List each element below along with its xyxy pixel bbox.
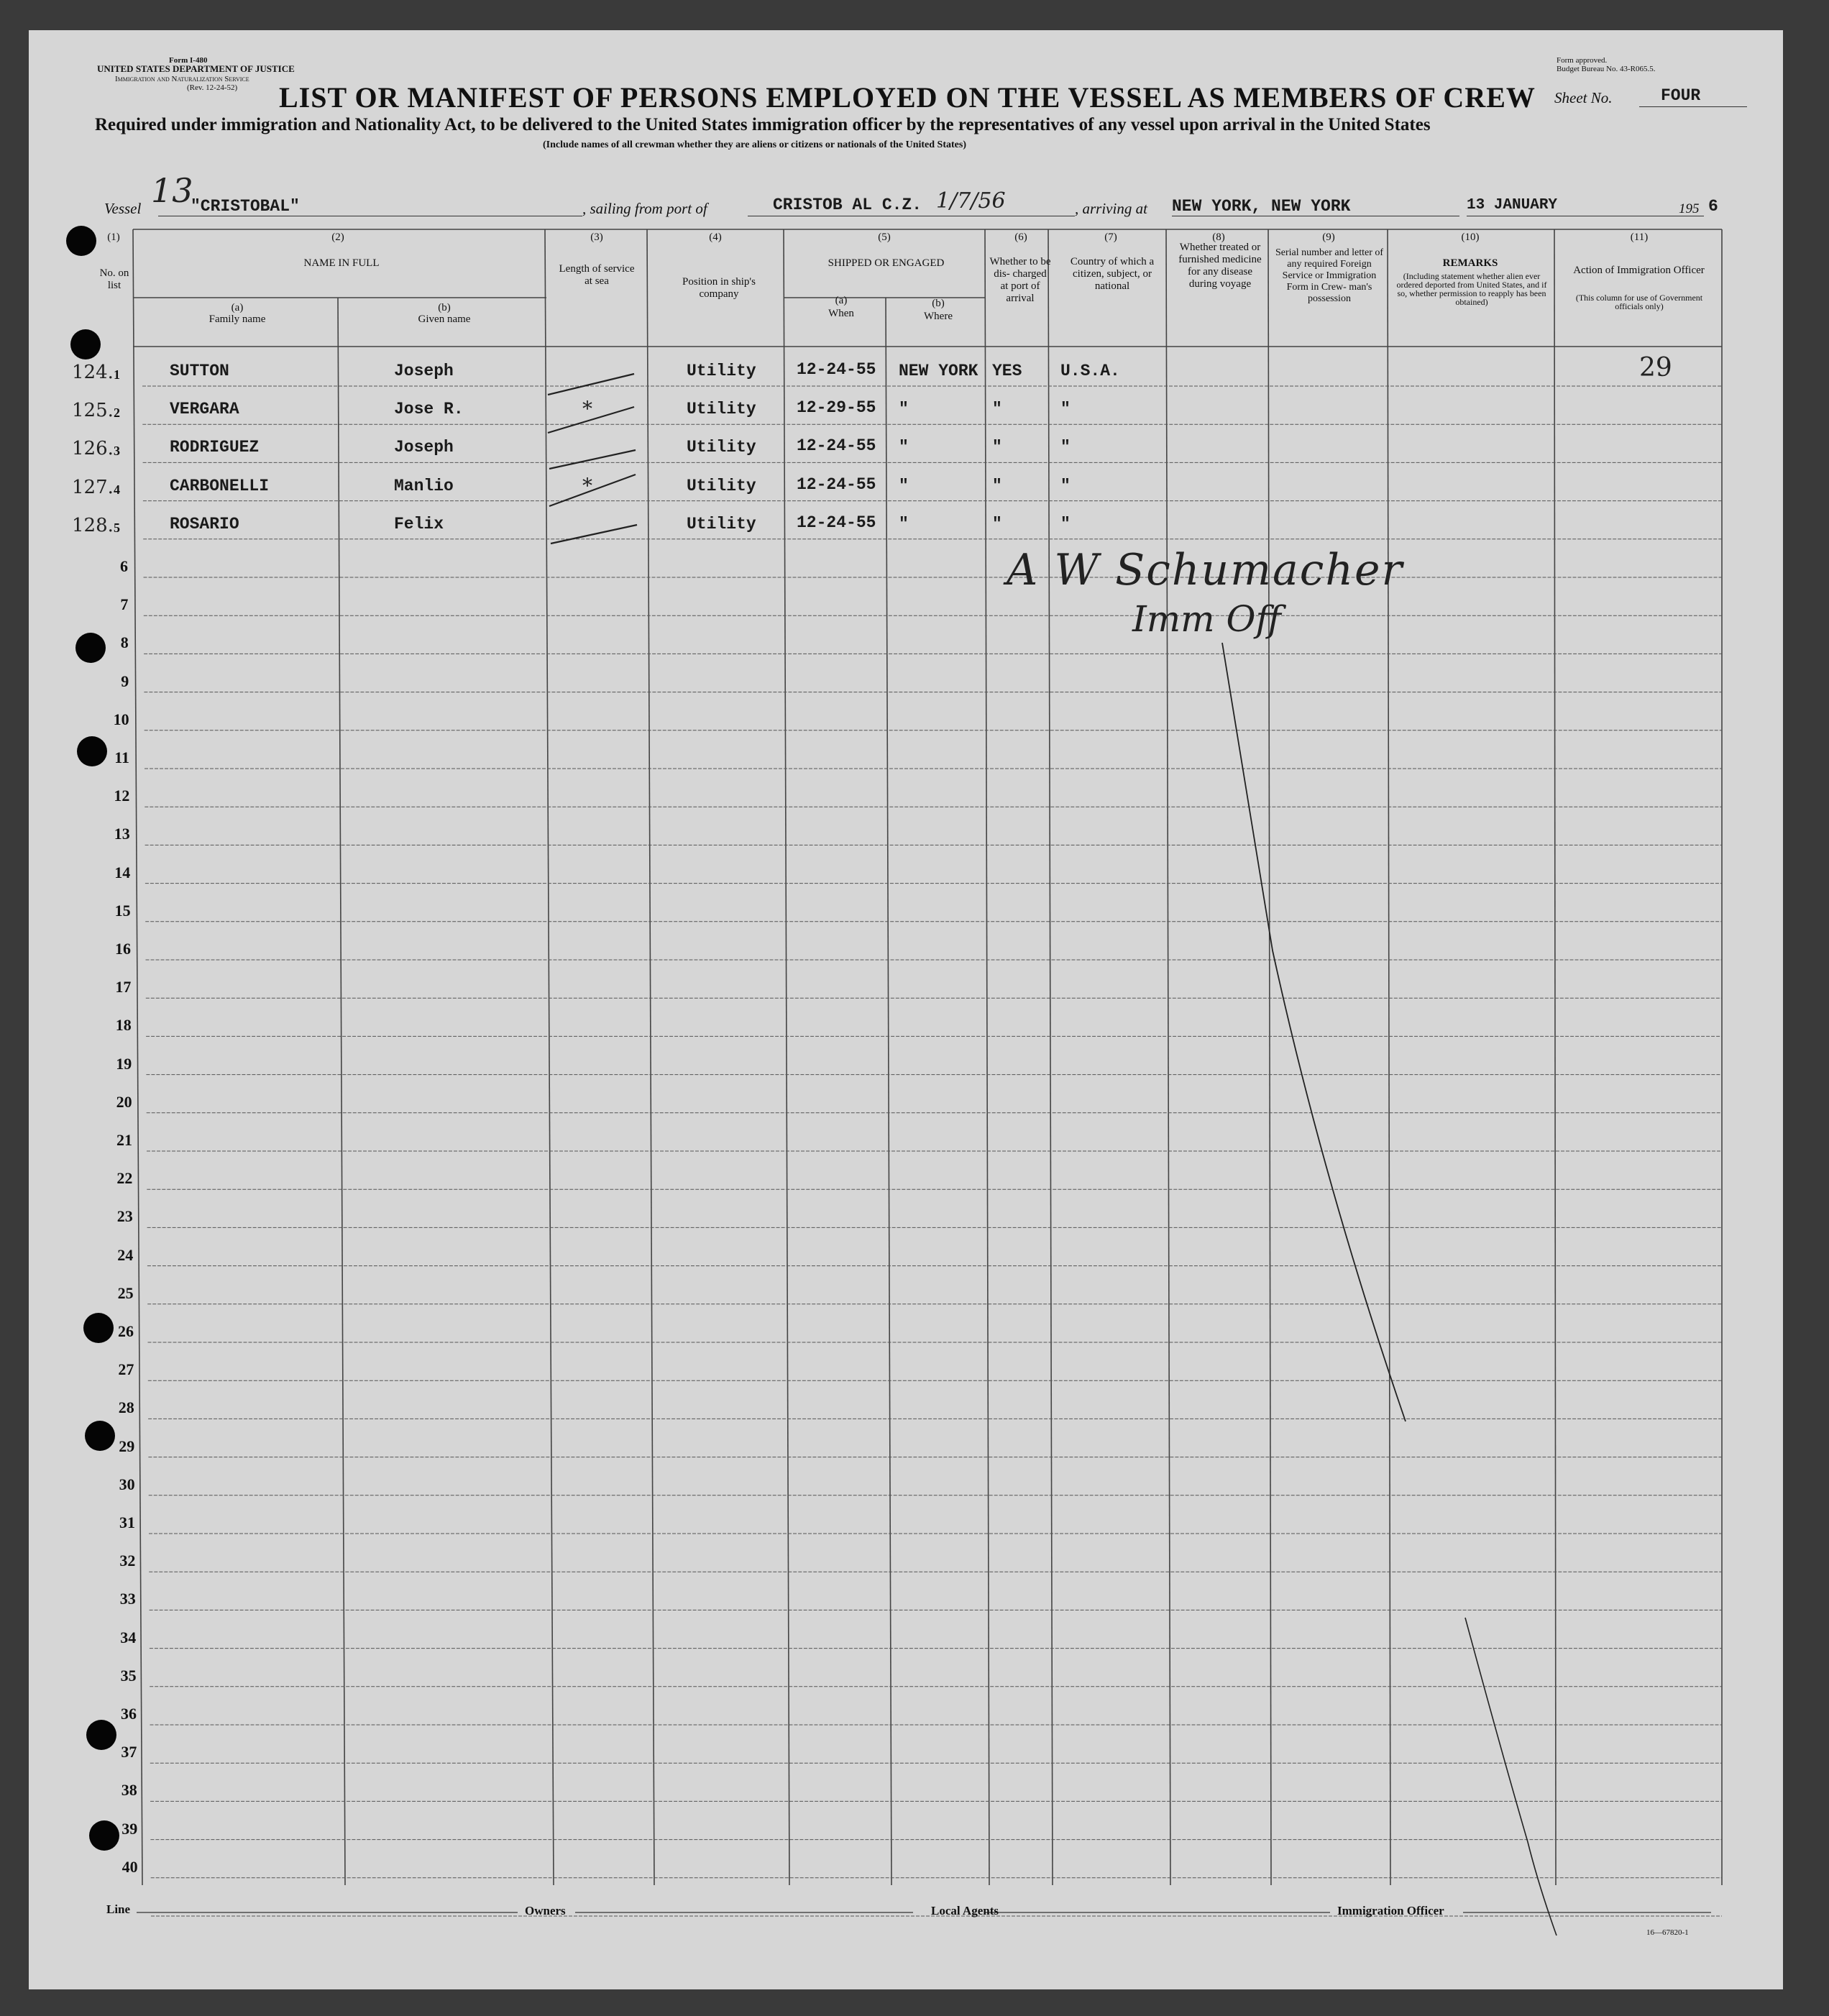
position-cell: Utility [687,438,756,457]
col-no-on-list: No. on list [99,267,129,291]
form-approved: Form approved. [1557,56,1608,65]
discharged-cell: " [992,514,1002,533]
sheet-label: Sheet No. [1554,89,1613,106]
col-given-tag: (b) [438,302,451,313]
line-number: 37 [121,1743,137,1761]
line-number: 6 [120,557,128,575]
action-cell: 29 [1639,353,1672,382]
when-cell: 12-24-55 [797,360,876,379]
line-number: 22 [116,1169,133,1188]
year-typed: 6 [1708,197,1718,216]
punch-hole [86,1720,116,1750]
row-line-number: 4 [114,482,120,497]
when-cell: 12-24-55 [797,475,876,494]
service: Immigration and Naturalization Service [115,75,249,83]
line-number: 21 [116,1131,132,1149]
col-11-number: (11) [1630,232,1649,243]
given-name-cell: Felix [394,514,444,533]
col-family-name: Family name [208,313,266,325]
col-serial: Serial number and letter of any required Foreign Service or Immigration Form in Crew- man's possession [1275,247,1384,304]
row-prefix: 126. [72,438,114,460]
row-prefix: 128. [72,514,114,536]
line-number: 28 [118,1398,134,1417]
line-number: 32 [119,1552,136,1570]
year-print: 195 [1679,201,1700,216]
col-9-number: (9) [1322,232,1335,243]
footer-officer: Immigration Officer [1337,1904,1444,1918]
col-3-number: (3) [590,232,603,243]
punch-hole [75,633,106,663]
given-name-cell: Jose R. [394,400,464,419]
officer-title: Imm Off [1132,598,1281,640]
row-line-number: 5 [114,520,120,535]
arrival-date: 13 JANUARY [1467,197,1558,214]
line-number: 23 [116,1207,133,1226]
discharged-cell: " [992,400,1002,419]
line-number: 14 [114,863,131,881]
line-number: 35 [120,1666,137,1685]
line-number: 25 [117,1283,134,1302]
line-number: 7 [120,595,129,614]
form-number: Form I-480 [169,56,208,65]
line-number: 31 [119,1513,135,1531]
line-number: 40 [122,1857,138,1876]
position-cell: Utility [687,400,756,419]
col-remarks: REMARKS [1442,257,1498,269]
row-prefix: 125. [72,400,114,422]
line-number: 10 [113,710,129,728]
department: UNITED STATES DEPARTMENT OF JUSTICE [97,63,295,74]
row-line-number: 1 [114,367,120,382]
line-number: 8 [120,633,129,652]
discharged-cell: YES [992,362,1022,380]
country-cell: " [1060,400,1071,419]
length-cell: * [582,473,592,498]
col-discharged: Whether to be dis- charged at port of arrival [989,256,1051,304]
position-cell: Utility [687,514,756,533]
col-where: Where [924,311,953,322]
position-cell: Utility [687,476,756,495]
where-cell: " [899,400,909,419]
country-cell: " [1060,476,1071,495]
line-number: 24 [117,1245,134,1264]
line-number: 12 [114,787,130,805]
country-cell: " [1060,514,1071,533]
punch-hole [66,226,96,256]
footer-line: Line [106,1902,131,1916]
col-shipped: SHIPPED OR ENGAGED [828,257,945,269]
line-number: 20 [116,1092,132,1111]
col-8-number: (8) [1212,232,1225,243]
col-when: When [828,308,854,319]
when-cell: 12-29-55 [797,398,876,418]
line-number: 13 [114,825,130,843]
punch-hole [83,1313,114,1343]
col-when-tag: (a) [835,295,848,306]
punch-hole [77,736,107,766]
col-medicine: Whether treated or furnished medicine for any disease during voyage [1178,242,1262,290]
given-name-cell: Joseph [394,438,454,457]
officer-signature: A W Schumacher [1007,545,1404,595]
where-cell: " [899,476,909,495]
printer-mark: 16—67820-1 [1646,1928,1689,1937]
vessel-mark: 13 [151,171,193,210]
line-number: 29 [119,1437,135,1455]
row-line-number: 3 [114,444,120,459]
country-cell: U.S.A. [1060,362,1120,380]
where-cell: " [899,514,909,533]
vessel-label: Vessel [104,200,142,217]
col-position: Position in ship's company [682,276,756,300]
line-number: 34 [120,1628,137,1646]
discharged-cell: " [992,438,1002,457]
col-where-tag: (b) [932,298,945,309]
budget-bureau: Budget Bureau No. 43-R065.5. [1557,65,1656,73]
when-cell: 12-24-55 [797,513,876,532]
col-4-number: (4) [709,232,722,243]
col-family-tag: (a) [231,302,244,313]
sailing-value: CRISTOB AL C.Z. [773,196,922,214]
col-1-number: (1) [107,232,120,243]
where-cell: NEW YORK [899,362,978,380]
line-number: 39 [122,1819,138,1838]
punch-hole [89,1820,119,1851]
col-6-number: (6) [1014,232,1027,243]
sailing-label: , sailing from port of [582,200,707,217]
col-7-number: (7) [1104,232,1117,243]
family-name-cell: SUTTON [170,362,229,380]
vessel-value: "CRISTOBAL" [191,197,300,216]
arriving-value: NEW YORK, NEW YORK [1172,197,1351,216]
position-cell: Utility [687,362,756,380]
line-number: 36 [121,1705,137,1723]
discharged-cell: " [992,476,1002,495]
footer-agents: Local Agents [931,1904,999,1918]
family-name-cell: ROSARIO [170,514,239,533]
country-cell: " [1060,438,1071,457]
sailing-handwritten-date: 1/7/56 [936,188,1006,214]
manifest-sheet [29,30,1783,1989]
row-prefix: 124. [72,362,114,383]
where-cell: " [899,438,909,457]
col-10-number: (10) [1461,232,1480,243]
family-name-cell: VERGARA [170,400,239,419]
family-name-cell: CARBONELLI [170,476,270,495]
subtitle: Required under immigration and Nationality Act, to be delivered to the United States immigration officer by the representatives of any vessel upon arrival in the United States [95,115,1431,134]
sheet-value: FOUR [1661,86,1701,105]
col-remarks-note: (Including statement whether alien ever ordered deported from United States, and if so, whether permission to reapply has been obtained) [1396,271,1547,307]
line-number: 30 [119,1475,135,1493]
footer-owners: Owners [525,1904,566,1918]
col-given-name: Given name [418,313,471,325]
arriving-label: , arriving at [1075,200,1147,217]
family-name-cell: RODRIGUEZ [170,438,260,457]
line-number: 33 [119,1590,136,1608]
col-action: Action of Immigration Officer [1573,265,1705,276]
line-number: 19 [116,1054,132,1073]
when-cell: 12-24-55 [797,436,876,456]
punch-hole [70,329,101,359]
row-line-number: 2 [114,406,120,421]
document-title: LIST OR MANIFEST OF PERSONS EMPLOYED ON THE VESSEL AS MEMBERS OF CREW [279,81,1536,114]
line-number: 18 [115,1016,132,1035]
col-name-in-full: NAME IN FULL [303,257,380,269]
line-number: 26 [118,1322,134,1340]
col-length: Length of service at sea [559,263,635,287]
line-number: 15 [114,901,131,920]
col-action-note: (This column for use of Government officials only) [1575,293,1703,311]
given-name-cell: Manlio [394,476,454,495]
length-cell: * [582,397,592,421]
subnote: (Include names of all crewman whether they are aliens or citizens or nationals of the United States) [543,139,966,150]
line-number: 9 [121,672,129,690]
col-country: Country of which a citizen, subject, or national [1070,256,1155,292]
col-5-number: (5) [878,232,891,243]
line-number: 11 [114,748,129,766]
line-number: 27 [118,1360,134,1379]
col-2-number: (2) [331,232,344,243]
line-number: 17 [115,978,132,996]
revision: (Rev. 12-24-52) [187,83,238,92]
punch-hole [85,1421,115,1451]
line-number: 38 [121,1781,137,1800]
given-name-cell: Joseph [394,362,454,380]
line-number: 16 [115,940,131,958]
row-prefix: 127. [72,476,114,498]
